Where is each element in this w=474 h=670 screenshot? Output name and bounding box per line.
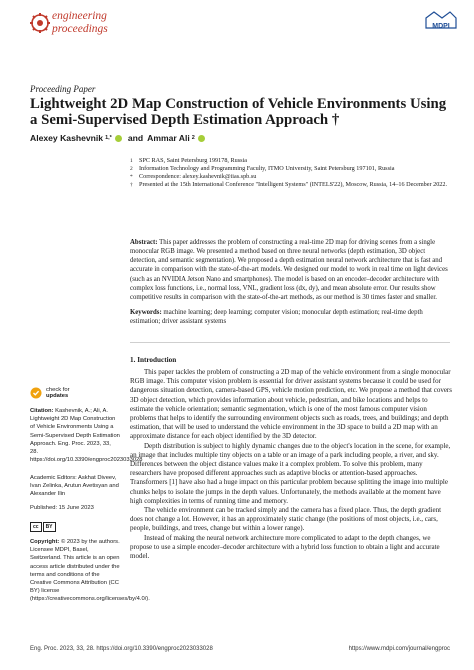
cc-icon: cc <box>30 522 42 532</box>
author-list <box>30 133 205 143</box>
author-superscript: 2 <box>191 135 195 141</box>
published-date: Published: 15 June 2023 <box>30 505 94 511</box>
author-name[interactable]: Alexey Kashevnik <box>30 133 104 143</box>
check-for-updates-icon <box>30 387 42 399</box>
orcid-icon[interactable] <box>198 135 205 142</box>
affiliation-text: Presented at the 15th International Conference "Intelligent Systems" (INTELS'22), Moscow, Russia, 14–16 December 2022. <box>139 181 448 189</box>
introduction-body <box>130 368 452 561</box>
by-icon: BY <box>43 522 56 532</box>
citation-block <box>30 407 143 464</box>
paragraph: Instead of making the neural network architecture more complicated to adapt to the depth changes, we propose to use a simple encoder–decoder architecture with a hybrid loss function to obtain a light and accurate model. <box>130 533 440 561</box>
journal-name <box>52 10 108 36</box>
keywords-text: machine learning; deep learning; computer vision; monocular depth estimation; real-time depth estimation; driver assistant systems <box>130 309 423 326</box>
page-footer <box>30 646 450 652</box>
journal-name-line2: proceedings <box>52 23 108 35</box>
affiliation-text[interactable]: Correspondence: alexey.kashevnik@iias.spb.su <box>139 173 257 181</box>
divider <box>130 342 450 343</box>
abstract <box>130 238 450 302</box>
affiliation-row <box>130 165 450 173</box>
affiliation-mark: 2 <box>130 166 133 173</box>
mdpi-logo <box>424 10 458 30</box>
copyright-block <box>30 538 150 604</box>
copyright-label: Copyright: <box>30 539 60 545</box>
journal-logo-icon <box>30 12 50 34</box>
affiliation-row <box>130 181 450 189</box>
paragraph: This paper tackles the problem of constructing a 2D map of the vehicle environment from a single monocular RGB image. This computer vision problem is essential for driver assistant systems because it could be used for dangerous situation detection, camera-based GPS, vehicle motion prediction, etc. We propose a method that covers 3D object detection, which provides information about vehicle, pedestrian, and bike locations and helps to estimate the vehicle orientation; semantic segmentation, which is one of the most famous computer vision problems that helps to identify the surrounding environment objects such as roads, trees, and buildings; and depth estimation, that will be used to understand the vehicle environment in the 3D space to build a 2D map with an approximate distance for each object identified by the 3D detector. <box>130 368 452 441</box>
paragraph: Depth distribution is subject to highly dynamic changes due to the object's location in the scene, for example, an image that includes multiple tiny objects on a table or an image of a park including people, a river, and sky. Differences between the object distance values make it a complex problem. To solve this problem, many researchers have proposed different approaches such as adaptive blocks or attention-based approaches. Transformers [1] have also had a huge impact on this particular problem because splitting the image into multiple chunks helps to isolate the jumps in the depth values. Unfortunately, the methods available at the moment have high complexities in terms of running time and memory. <box>130 441 451 505</box>
cc-by-license-badge[interactable] <box>30 522 56 532</box>
affiliation-mark: † <box>130 182 133 189</box>
academic-editors: Academic Editors: Askhat Diveev, Ivan Zelinka, Arutun Avetisyan and Alexander Ilin <box>30 475 119 498</box>
abstract-text: This paper addresses the problem of constructing a real-time 2D map for driving scenes from a single monocular RGB image. We presented a method based on three neural networks (depth estimation, 3D object detection, and semantic segmentation). We proposed a depth estimation neural network architecture that is fast and accurate in comparison with the state-of-the-art models. We designed our model to work in real time on light devices (such as an NVIDIA Jetson Nano and smartphones). The model is based on an encoder–decoder architecture with complex loss functions, i.e., normal loss, VNL, gradient loss (dx, dy), and mean absolute error. Our results show competitive results in comparison with the state-of-the-art methods, as our method is 30 times faster and smaller. <box>130 239 448 301</box>
paragraph: The vehicle environment can be tracked simply and the camera has a fixed place. Thus, the depth gradient does not change a lot. However, it has an approximately static change (the positions of most objects, i.e., cars, people, buildings, and trees, change but within a lower range). <box>130 506 442 533</box>
journal-name-line1: engineering <box>52 10 107 22</box>
copyright-text: © 2023 by the authors. Licensee MDPI, Basel, Switzerland. This article is an open access article distributed under the terms and conditions of the Creative Commons Attribution (CC BY) license (https://creativecommons.org/licenses/by/4.0/). <box>30 539 150 603</box>
abstract-label: Abstract: <box>130 239 158 246</box>
check-for-updates-button[interactable] <box>30 387 70 400</box>
citation-text[interactable]: Kashevnik, A.; Ali, A. Lightweight 2D Map Construction of Vehicle Environments Using a Semi-Supervised Depth Estimation Approach. Eng. Proc. 2023, 33, 28. https://doi.org/10.3390/engproc2023033028 <box>30 408 143 464</box>
author-conjunction: and <box>127 133 144 143</box>
check-for-updates-line2: updates <box>46 393 69 400</box>
affiliations <box>130 157 450 189</box>
affiliation-row <box>130 157 450 165</box>
author-superscript: 1,* <box>105 135 112 141</box>
keywords-label: Keywords: <box>130 309 162 316</box>
mdpi-logo-text: MDPI <box>432 23 450 30</box>
affiliation-row <box>130 173 450 181</box>
keywords <box>130 308 450 326</box>
affiliation-text: SPC RAS, Saint Petersburg 199178, Russia <box>139 157 248 164</box>
footer-citation[interactable]: Eng. Proc. 2023, 33, 28. https://doi.org/10.3390/engproc2023033028 <box>30 646 213 652</box>
affiliation-mark: * <box>130 174 133 181</box>
affiliation-text: Information Technology and Programming Faculty, ITMO University, Saint Petersburg 197101, Russia <box>139 165 395 173</box>
section-heading: 1. Introduction <box>130 356 177 364</box>
check-for-updates-line1: check for <box>46 387 70 393</box>
orcid-icon[interactable] <box>115 135 122 142</box>
citation-label: Citation: <box>30 408 54 414</box>
affiliation-mark: 1 <box>130 158 133 164</box>
author-name[interactable]: Ammar Ali <box>147 133 190 143</box>
article-type: Proceeding Paper <box>30 84 96 94</box>
paper-title: Lightweight 2D Map Construction of Vehicle Environments Using a Semi-Supervised Depth Estimation Approach † <box>30 96 447 128</box>
footer-journal-url[interactable]: https://www.mdpi.com/journal/engproc <box>348 646 450 652</box>
